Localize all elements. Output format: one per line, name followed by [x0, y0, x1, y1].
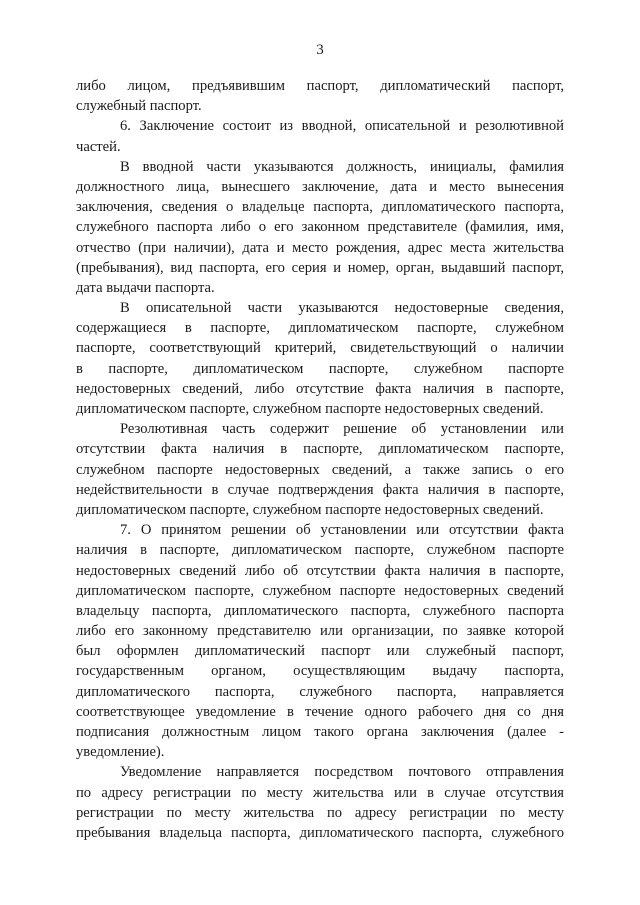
text-line: (пребывания), вид паспорта, его серия и номер, орган, выдавший паспорт,	[76, 259, 564, 276]
text-line: Резолютивная часть содержит решение об установлении или	[120, 421, 564, 438]
text-line: содержащиеся в паспорте, дипломатическом паспорте, служебном	[76, 320, 564, 337]
text-line: заключения, сведения о владельце паспорта, дипломатического паспорта,	[76, 199, 564, 216]
text-line: уведомление).	[76, 744, 165, 761]
text-line: владельцу паспорта, дипломатического паспорта, служебного паспорта	[76, 602, 564, 619]
text-line: подписания должностным лицом такого органа заключения (далее -	[76, 724, 564, 740]
text-line: паспорте, соответствующий критерий, свидетельствующий о наличии	[76, 340, 564, 357]
document-body	[76, 76, 564, 843]
text-line: либо его законному представителю или организации, по заявке которой	[76, 623, 564, 640]
text-line: в паспорте, дипломатическом паспорте, служебном паспорте	[76, 360, 564, 377]
text-line: был оформлен дипломатический паспорт или служебный паспорт,	[76, 643, 564, 660]
text-line: дипломатическом паспорте, служебном паспорте недостоверных сведений.	[76, 401, 544, 417]
text-line: недостоверных сведений либо об отсутствии факта наличия в паспорте,	[76, 562, 564, 579]
text-line: дипломатическом паспорте, служебном паспорте недостоверных сведений.	[76, 501, 544, 518]
page-number: 3	[316, 42, 324, 58]
text-line: В описательной части указываются недостоверные сведения,	[120, 300, 564, 317]
text-line: В вводной части указываются должность, инициалы, фамилия	[120, 158, 564, 175]
text-line: дипломатического паспорта, служебного паспорта, направляется	[76, 683, 564, 700]
text-line: недействительности в случае подтверждения факта наличия в паспорте,	[76, 481, 564, 498]
text-line: частей.	[76, 138, 121, 155]
text-line: дата выдачи паспорта.	[76, 279, 215, 296]
text-line: дипломатическом паспорте, служебном паспорте недостоверных сведений	[76, 582, 564, 599]
text-line: служебном паспорте недостоверных сведений, а также запись о его	[76, 461, 564, 478]
text-line: 7. О принятом решении об установлении или отсутствии факта	[120, 522, 564, 539]
text-line: недостоверных сведений, либо отсутствие факта наличия в паспорте,	[76, 380, 564, 397]
text-line: наличия в паспорте, дипломатическом паспорте, служебном паспорте	[76, 542, 564, 559]
text-line: государственным органом, осуществляющим выдачу паспорта,	[76, 663, 564, 680]
text-line: служебный паспорт.	[76, 98, 202, 115]
text-line: отчество (при наличии), дата и место рождения, адрес места жительства	[76, 239, 564, 256]
text-line: служебного паспорта либо о его законном представителе (фамилия, имя,	[76, 219, 564, 236]
text-line: либо лицом, предъявившим паспорт, дипломатический паспорт,	[76, 78, 564, 94]
text-line: регистрации по месту жительства по адресу регистрации по месту	[76, 804, 564, 821]
text-line: соответствующее уведомление в течение одного рабочего дня со дня	[76, 703, 564, 720]
text-line: пребывания владельца паспорта, дипломатического паспорта, служебного	[76, 824, 564, 841]
text-line: Уведомление направляется посредством почтового отправления	[120, 764, 564, 781]
text-line: по адресу регистрации по месту жительства или в случае отсутствия	[76, 784, 564, 801]
text-line: должностного лица, вынесшего заключение, дата и место вынесения	[76, 178, 564, 195]
text-line: 6. Заключение состоит из вводной, описательной и резолютивной	[120, 118, 564, 135]
text-line: отсутствии факта наличия в паспорте, дипломатическом паспорте,	[76, 441, 564, 458]
